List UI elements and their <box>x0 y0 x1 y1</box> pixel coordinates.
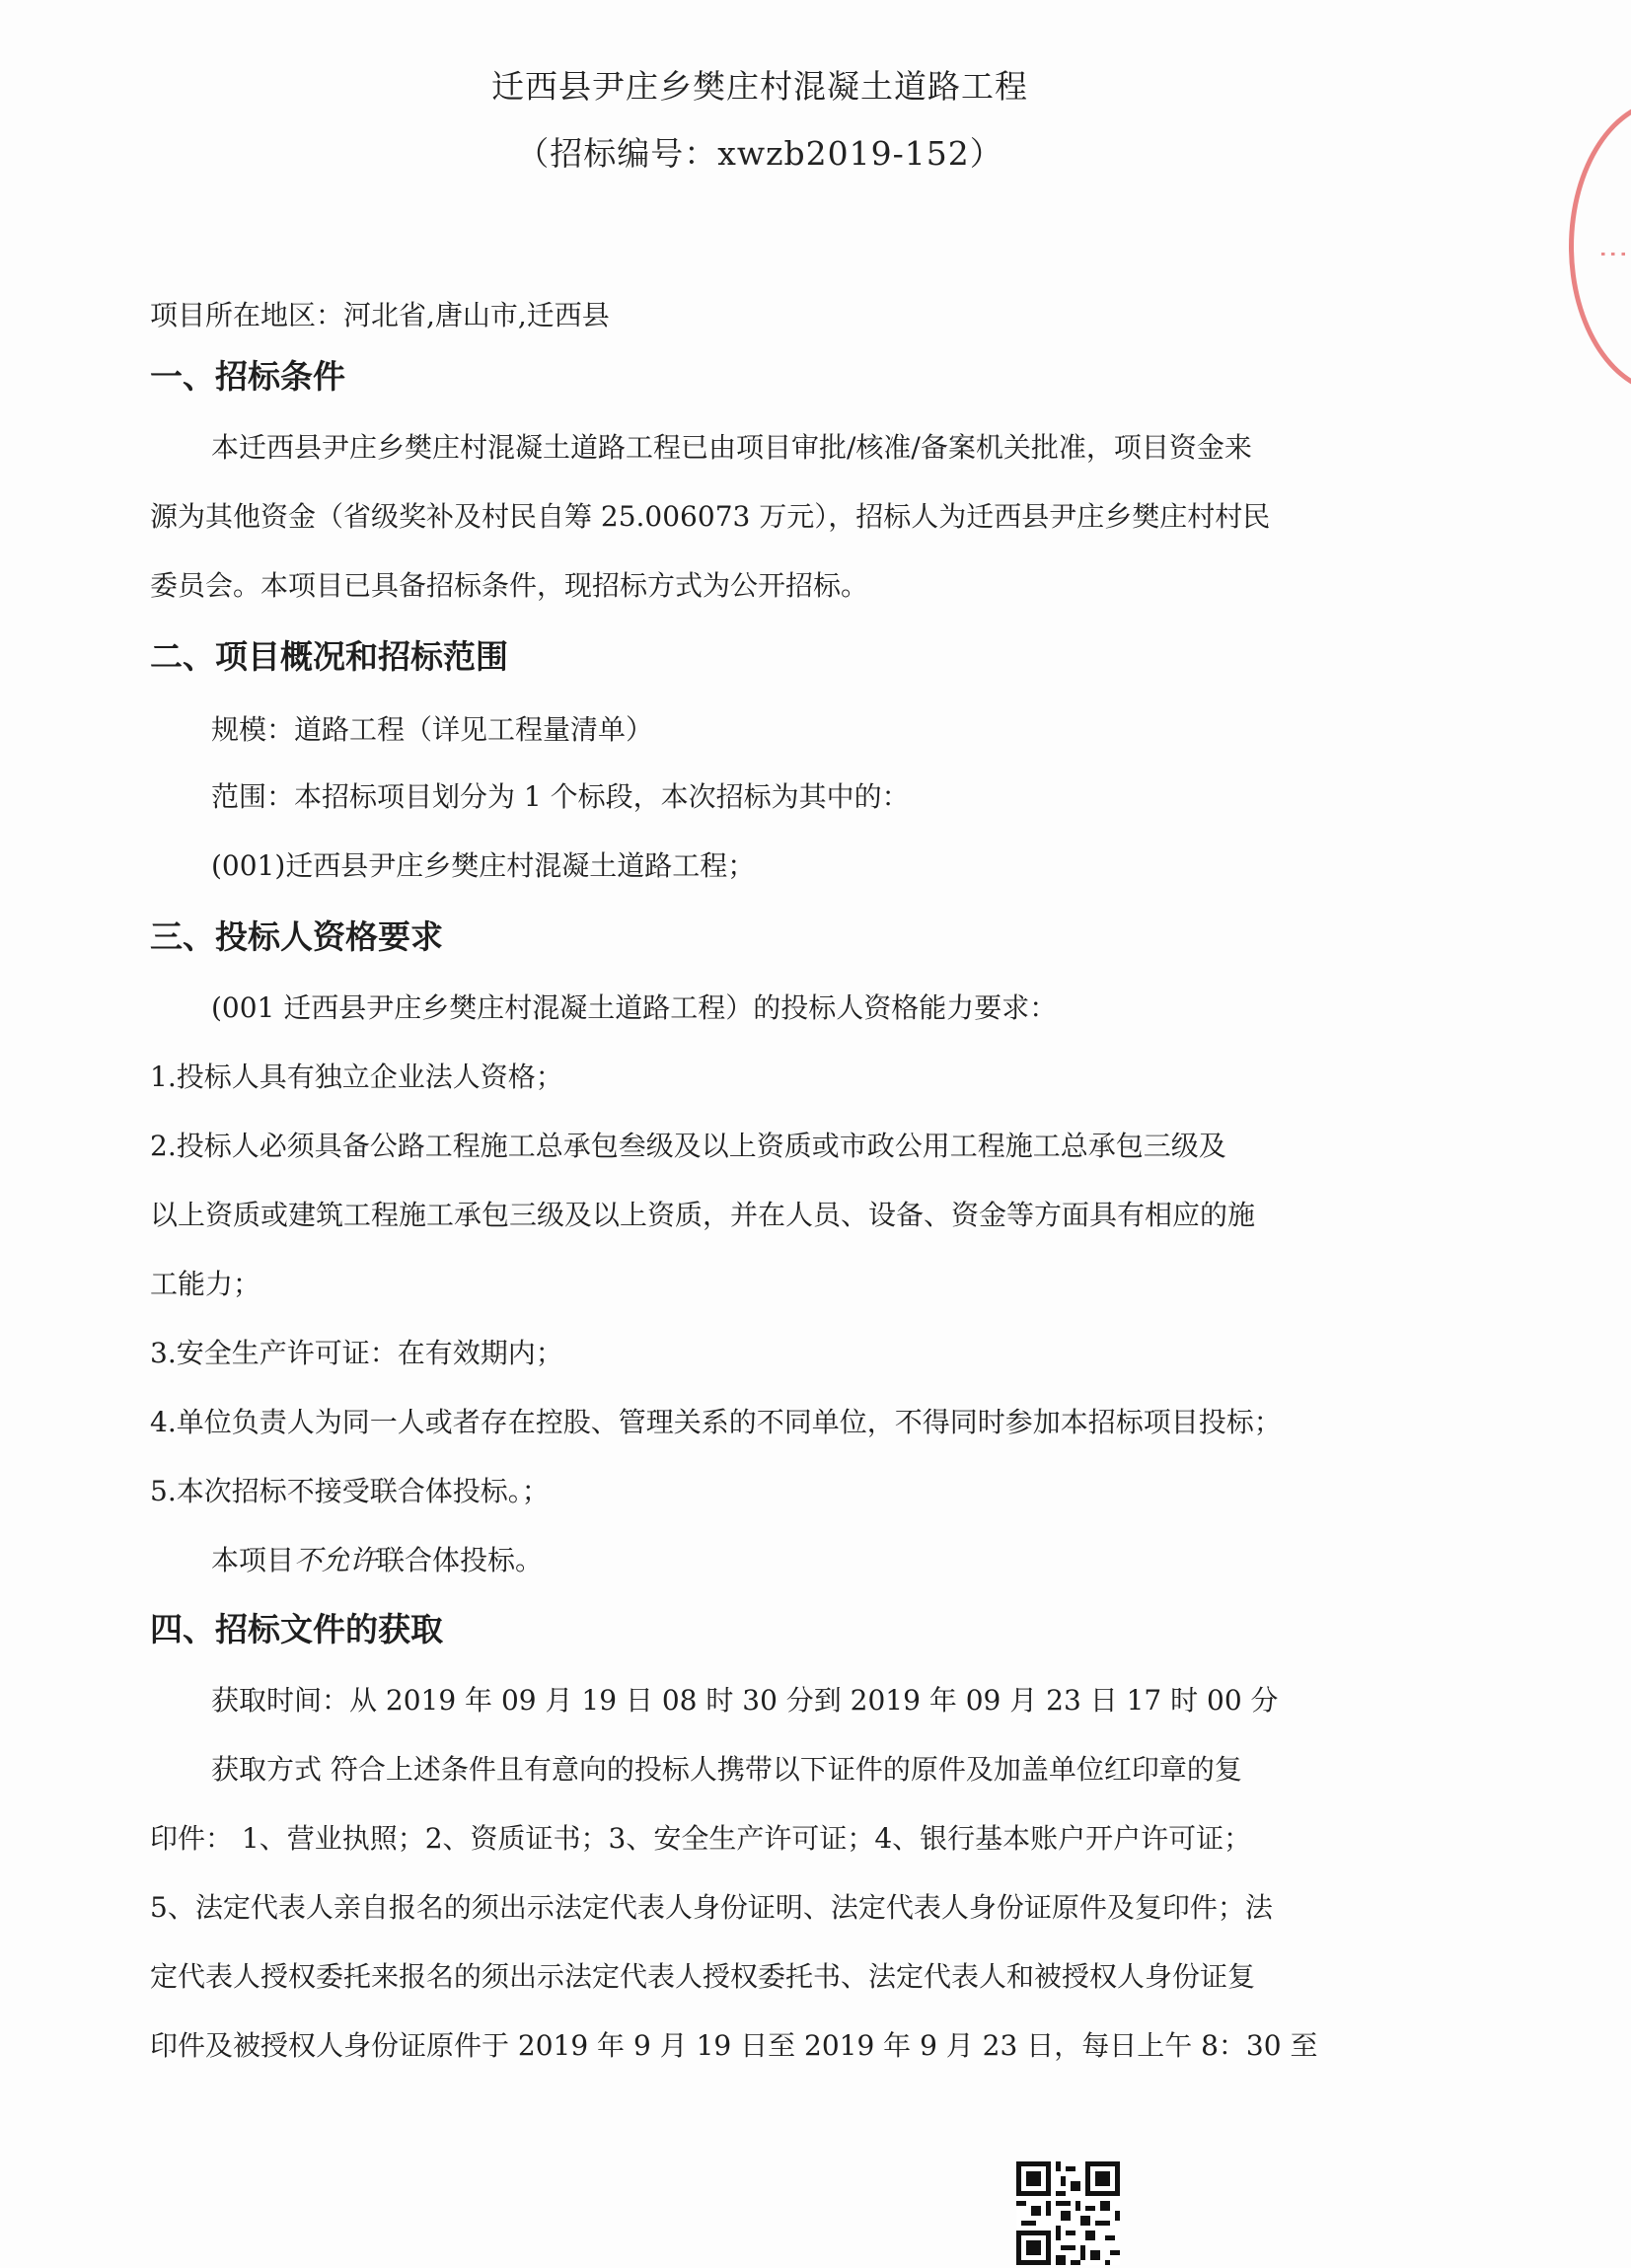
acquisition-method-line-2: 印件： 1、营业执照；2、资质证书；3、安全生产许可证；4、银行基本账户开户许可证； <box>150 1822 1252 1855</box>
project-region: 项目所在地区：河北省,唐山市,迁西县 <box>150 299 610 331</box>
acquisition-method-line-3: 5、法定代表人亲自报名的须出示法定代表人身份证明、法定代表人身份证原件及复印件；法 <box>150 1891 1273 1924</box>
section-2-scale: 规模：道路工程（详见工程量清单） <box>211 713 654 746</box>
requirement-3: 3.安全生产许可证：在有效期内； <box>150 1337 563 1369</box>
requirement-2-line-2: 以上资质或建筑工程施工承包三级及以上资质，并在人员、设备、资金等方面具有相应的施 <box>150 1199 1256 1231</box>
section-1-line-3: 委员会。本项目已具备招标条件，现招标方式为公开招标。 <box>150 569 869 602</box>
requirement-5: 5.本次招标不接受联合体投标。； <box>150 1475 550 1507</box>
joint-bid-prefix: 本项目 <box>211 1544 295 1576</box>
acquisition-time: 获取时间：从 2019 年 09 月 19 日 08 时 30 分到 2019 年 09 月 23 日 17 时 00 分 <box>211 1684 1279 1717</box>
requirement-1: 1.投标人具有独立企业法人资格； <box>150 1061 563 1093</box>
section-2-lot: (001)迁西县尹庄乡樊庄村混凝土道路工程； <box>211 849 756 882</box>
acquisition-method-line-5: 印件及被授权人身份证原件于 2019 年 9 月 19 日至 2019 年 9 月 23 日，每日上午 8：30 至 <box>150 2029 1318 2062</box>
section-2-range: 范围：本招标项目划分为 1 个标段，本次招标为其中的： <box>211 780 910 813</box>
requirement-2-line-3: 工能力； <box>150 1268 261 1300</box>
joint-bid-statement <box>211 1541 1375 1580</box>
section-3-heading: 三、投标人资格要求 <box>150 917 443 956</box>
section-1-heading: 一、招标条件 <box>150 357 345 396</box>
joint-bid-suffix: 联合体投标。 <box>377 1544 544 1576</box>
section-2-heading: 二、项目概况和招标范围 <box>150 637 508 676</box>
qr-code-icon <box>1016 2158 1120 2268</box>
acquisition-method-line-4: 定代表人授权委托来报名的须出示法定代表人授权委托书、法定代表人和被授权人身份证复 <box>150 1960 1256 1993</box>
tender-number: （招标编号：xwzb2019-152） <box>516 134 1003 173</box>
document-title: 迁西县尹庄乡樊庄村混凝土道路工程 <box>491 67 1028 106</box>
section-4-heading: 四、招标文件的获取 <box>150 1610 443 1648</box>
section-1-line-2: 源为其他资金（省级奖补及村民自筹 25.006073 万元），招标人为迁西县尹庄乡樊庄村村民 <box>150 500 1271 533</box>
requirement-4: 4.单位负责人为同一人或者存在控股、管理关系的不同单位，不得同时参加本招标项目投标； <box>150 1406 1282 1438</box>
section-1-line-1: 本迁西县尹庄乡樊庄村混凝土道路工程已由项目审批/核准/备案机关批准，项目资金来 <box>211 431 1252 464</box>
joint-bid-emphasis: 不允许 <box>294 1544 378 1576</box>
seal-mark-icon: ⋮ <box>1595 239 1631 269</box>
acquisition-method-line-1: 获取方式 符合上述条件且有意向的投标人携带以下证件的原件及加盖单位红印章的复 <box>211 1753 1242 1786</box>
requirement-2-line-1: 2.投标人必须具备公路工程施工总承包叁级及以上资质或市政公用工程施工总承包三级及 <box>150 1130 1226 1162</box>
section-3-intro: (001 迁西县尹庄乡樊庄村混凝土道路工程）的投标人资格能力要求： <box>211 991 1058 1024</box>
